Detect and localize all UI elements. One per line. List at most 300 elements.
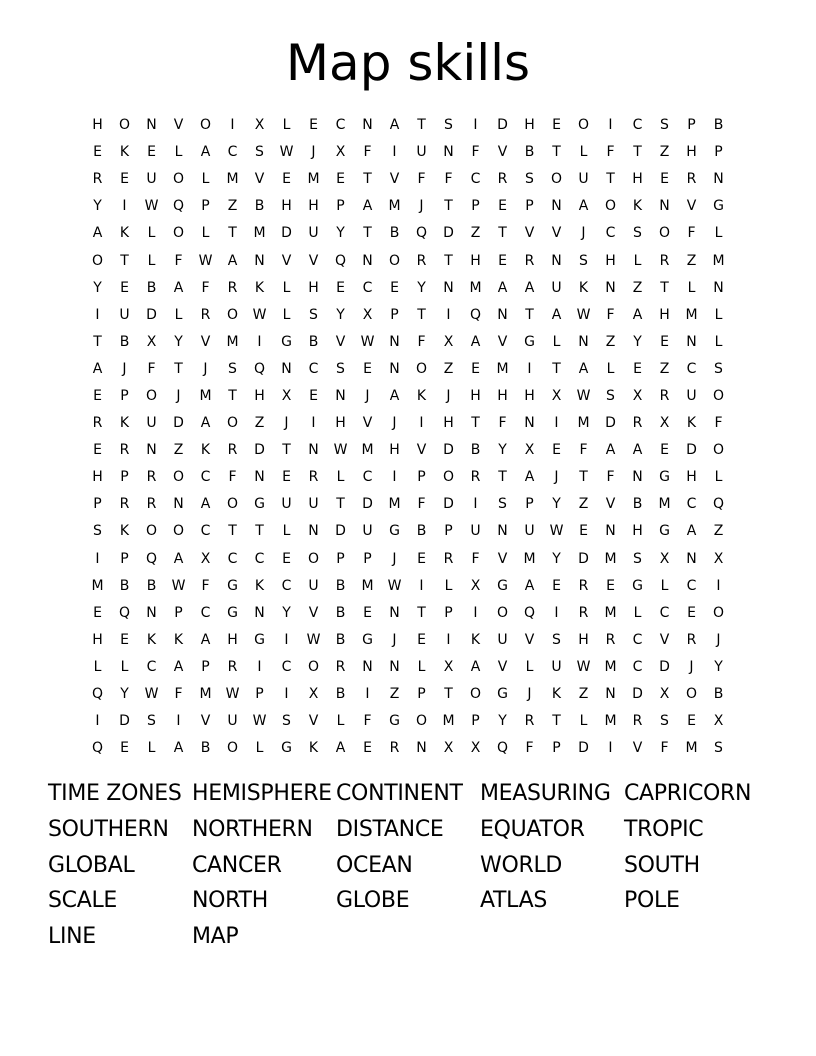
grid-letter: D bbox=[605, 415, 616, 432]
grid-letter: V bbox=[308, 713, 319, 730]
grid-letter: F bbox=[363, 144, 372, 161]
grid-letter: E bbox=[363, 740, 372, 757]
word-list-item: CANCER bbox=[192, 852, 282, 878]
grid-letter: H bbox=[632, 523, 643, 540]
grid-letter: T bbox=[552, 713, 561, 730]
grid-letter: F bbox=[471, 144, 480, 161]
grid-letter: B bbox=[335, 631, 346, 648]
grid-letter: A bbox=[524, 469, 535, 486]
grid-row bbox=[84, 112, 732, 139]
grid-letter: W bbox=[144, 686, 159, 703]
grid-letter: B bbox=[200, 740, 211, 757]
grid-letter: Y bbox=[714, 658, 723, 675]
grid-letter: L bbox=[336, 469, 345, 486]
grid-letter: S bbox=[633, 225, 642, 242]
grid-letter: I bbox=[176, 713, 181, 730]
grid-letter: P bbox=[444, 604, 453, 621]
grid-letter: V bbox=[524, 225, 535, 242]
grid-letter: A bbox=[497, 279, 508, 296]
grid-letter: B bbox=[416, 523, 427, 540]
grid-letter: M bbox=[604, 550, 617, 567]
grid-row bbox=[84, 437, 732, 464]
grid-letter: A bbox=[200, 496, 211, 513]
grid-letter: K bbox=[308, 740, 319, 757]
grid-letter: I bbox=[311, 415, 316, 432]
grid-letter: I bbox=[392, 469, 397, 486]
grid-letter: E bbox=[309, 117, 318, 134]
grid-letter: T bbox=[417, 117, 426, 134]
grid-letter: A bbox=[605, 442, 616, 459]
grid-letter: L bbox=[147, 252, 156, 269]
grid-letter: F bbox=[174, 252, 183, 269]
grid-row bbox=[84, 546, 732, 573]
grid-letter: L bbox=[282, 306, 291, 323]
grid-letter: A bbox=[335, 740, 346, 757]
grid-letter: L bbox=[633, 604, 642, 621]
grid-letter: B bbox=[632, 496, 643, 513]
grid-letter: S bbox=[444, 117, 453, 134]
grid-letter: O bbox=[172, 225, 185, 242]
grid-letter: M bbox=[712, 252, 725, 269]
grid-letter: H bbox=[254, 387, 265, 404]
grid-letter: D bbox=[578, 740, 589, 757]
grid-letter: I bbox=[419, 415, 424, 432]
grid-letter: W bbox=[252, 713, 267, 730]
grid-letter: B bbox=[470, 442, 481, 459]
grid-letter: F bbox=[660, 740, 669, 757]
grid-letter: S bbox=[552, 631, 561, 648]
grid-letter: R bbox=[659, 387, 670, 404]
grid-letter: E bbox=[120, 740, 129, 757]
grid-letter: J bbox=[311, 144, 316, 161]
grid-letter: A bbox=[389, 387, 400, 404]
grid-letter: V bbox=[308, 252, 319, 269]
grid-letter: L bbox=[282, 523, 291, 540]
grid-letter: L bbox=[633, 252, 642, 269]
grid-letter: H bbox=[92, 469, 103, 486]
grid-letter: N bbox=[389, 604, 400, 621]
grid-letter: D bbox=[362, 496, 373, 513]
grid-letter: G bbox=[227, 604, 238, 621]
grid-letter: A bbox=[173, 658, 184, 675]
grid-letter: P bbox=[201, 658, 210, 675]
grid-letter: R bbox=[659, 252, 670, 269]
grid-letter: I bbox=[392, 144, 397, 161]
grid-letter: O bbox=[712, 604, 725, 621]
grid-letter: P bbox=[363, 550, 372, 567]
grid-letter: D bbox=[119, 713, 130, 730]
grid-letter: T bbox=[498, 469, 507, 486]
grid-letter: A bbox=[200, 144, 211, 161]
grid-letter: T bbox=[363, 171, 372, 188]
grid-letter: J bbox=[527, 686, 532, 703]
grid-letter: Q bbox=[118, 604, 131, 621]
grid-letter: O bbox=[145, 387, 158, 404]
grid-letter: F bbox=[498, 415, 507, 432]
grid-letter: I bbox=[284, 631, 289, 648]
grid-letter: V bbox=[308, 604, 319, 621]
grid-letter: J bbox=[581, 225, 586, 242]
grid-letter: F bbox=[174, 686, 183, 703]
grid-letter: T bbox=[660, 279, 669, 296]
grid-letter: K bbox=[551, 686, 562, 703]
grid-letter: V bbox=[335, 333, 346, 350]
grid-letter: V bbox=[686, 198, 697, 215]
word-list-item: EQUATOR bbox=[480, 816, 585, 842]
grid-letter: C bbox=[335, 117, 346, 134]
grid-letter: M bbox=[226, 171, 239, 188]
grid-letter: A bbox=[578, 360, 589, 377]
grid-letter: I bbox=[284, 686, 289, 703]
grid-letter: R bbox=[92, 415, 103, 432]
grid-letter: U bbox=[308, 225, 319, 242]
grid-letter: D bbox=[173, 415, 184, 432]
grid-letter: W bbox=[306, 631, 321, 648]
grid-letter: L bbox=[579, 144, 588, 161]
grid-letter: X bbox=[524, 442, 535, 459]
grid-letter: E bbox=[606, 577, 615, 594]
grid-letter: P bbox=[255, 686, 264, 703]
grid-letter: O bbox=[685, 686, 698, 703]
grid-letter: P bbox=[714, 144, 723, 161]
grid-letter: I bbox=[95, 713, 100, 730]
grid-letter: C bbox=[686, 360, 697, 377]
grid-letter: Q bbox=[415, 225, 428, 242]
grid-letter: Z bbox=[659, 144, 670, 161]
grid-letter: Y bbox=[552, 496, 561, 513]
grid-letter: N bbox=[308, 523, 319, 540]
grid-letter: N bbox=[524, 415, 535, 432]
grid-letter: N bbox=[497, 523, 508, 540]
grid-letter: V bbox=[632, 740, 643, 757]
grid-letter: V bbox=[524, 631, 535, 648]
grid-letter: P bbox=[417, 686, 426, 703]
word-list-item: MAP bbox=[192, 924, 239, 950]
grid-letter: W bbox=[333, 442, 348, 459]
grid-letter: E bbox=[660, 442, 669, 459]
grid-letter: T bbox=[498, 225, 507, 242]
grid-letter: T bbox=[363, 225, 372, 242]
grid-letter: Q bbox=[523, 604, 536, 621]
grid-letter: E bbox=[93, 144, 102, 161]
grid-letter: S bbox=[714, 740, 723, 757]
grid-letter: A bbox=[524, 577, 535, 594]
grid-letter: C bbox=[686, 496, 697, 513]
grid-letter: R bbox=[578, 577, 589, 594]
grid-letter: Z bbox=[443, 360, 454, 377]
grid-letter: L bbox=[120, 658, 129, 675]
grid-letter: H bbox=[470, 252, 481, 269]
grid-letter: X bbox=[470, 740, 481, 757]
grid-letter: V bbox=[497, 333, 508, 350]
grid-letter: J bbox=[176, 387, 181, 404]
grid-letter: A bbox=[389, 117, 400, 134]
grid-letter: D bbox=[281, 225, 292, 242]
grid-letter: W bbox=[198, 252, 213, 269]
grid-letter: O bbox=[388, 252, 401, 269]
grid-letter: O bbox=[577, 117, 590, 134]
grid-letter: M bbox=[199, 387, 212, 404]
grid-letter: W bbox=[549, 523, 564, 540]
grid-letter: U bbox=[470, 523, 481, 540]
grid-letter: L bbox=[444, 577, 453, 594]
grid-letter: G bbox=[659, 523, 670, 540]
grid-letter: F bbox=[687, 225, 696, 242]
grid-letter: E bbox=[282, 469, 291, 486]
grid-letter: C bbox=[254, 550, 265, 567]
grid-letter: T bbox=[444, 686, 453, 703]
grid-letter: U bbox=[497, 631, 508, 648]
grid-letter: H bbox=[308, 198, 319, 215]
word-list-item: ATLAS bbox=[480, 888, 548, 914]
grid-letter: S bbox=[579, 252, 588, 269]
grid-letter: N bbox=[605, 686, 616, 703]
grid-letter: R bbox=[119, 496, 130, 513]
grid-letter: X bbox=[335, 144, 346, 161]
grid-letter: O bbox=[415, 713, 428, 730]
grid-letter: V bbox=[200, 333, 211, 350]
grid-letter: N bbox=[605, 523, 616, 540]
word-list-item: SCALE bbox=[48, 888, 118, 914]
grid-letter: G bbox=[524, 333, 535, 350]
grid-letter: C bbox=[632, 631, 643, 648]
grid-letter: I bbox=[95, 306, 100, 323]
grid-letter: J bbox=[392, 550, 397, 567]
grid-letter: F bbox=[606, 306, 615, 323]
grid-letter: M bbox=[469, 279, 482, 296]
grid-letter: X bbox=[659, 415, 670, 432]
grid-letter: L bbox=[93, 658, 102, 675]
grid-letter: F bbox=[525, 740, 534, 757]
grid-letter: M bbox=[523, 550, 536, 567]
grid-letter: M bbox=[658, 496, 671, 513]
grid-letter: K bbox=[632, 198, 643, 215]
grid-letter: N bbox=[389, 333, 400, 350]
grid-letter: A bbox=[632, 442, 643, 459]
grid-letter: X bbox=[308, 686, 319, 703]
grid-letter: W bbox=[252, 306, 267, 323]
grid-letter: R bbox=[335, 658, 346, 675]
grid-letter: E bbox=[93, 442, 102, 459]
grid-letter: S bbox=[255, 144, 264, 161]
grid-letter: E bbox=[552, 442, 561, 459]
grid-letter: K bbox=[173, 631, 184, 648]
grid-row bbox=[84, 193, 732, 220]
grid-letter: T bbox=[606, 171, 615, 188]
grid-letter: N bbox=[578, 333, 589, 350]
word-list-item: NORTHERN bbox=[192, 816, 313, 842]
grid-letter: W bbox=[576, 387, 591, 404]
grid-letter: L bbox=[282, 117, 291, 134]
grid-letter: A bbox=[632, 306, 643, 323]
grid-letter: W bbox=[576, 658, 591, 675]
grid-letter: B bbox=[524, 144, 535, 161]
grid-letter: B bbox=[335, 604, 346, 621]
grid-letter: T bbox=[174, 360, 183, 377]
grid-letter: C bbox=[227, 144, 238, 161]
grid-row bbox=[84, 464, 732, 491]
grid-letter: L bbox=[201, 225, 210, 242]
grid-letter: S bbox=[633, 550, 642, 567]
grid-letter: V bbox=[416, 442, 427, 459]
grid-letter: E bbox=[579, 523, 588, 540]
grid-letter: M bbox=[226, 333, 239, 350]
grid-letter: E bbox=[660, 171, 669, 188]
grid-letter: C bbox=[227, 550, 238, 567]
grid-letter: O bbox=[145, 523, 158, 540]
grid-letter: N bbox=[686, 550, 697, 567]
grid-letter: B bbox=[713, 117, 724, 134]
grid-letter: F bbox=[606, 469, 615, 486]
grid-letter: O bbox=[550, 171, 563, 188]
grid-letter: Z bbox=[686, 252, 697, 269]
grid-letter: N bbox=[632, 469, 643, 486]
grid-letter: V bbox=[389, 171, 400, 188]
grid-letter: W bbox=[576, 306, 591, 323]
grid-letter: A bbox=[362, 198, 373, 215]
grid-letter: B bbox=[308, 333, 319, 350]
grid-letter: O bbox=[172, 523, 185, 540]
grid-row bbox=[84, 600, 732, 627]
grid-letter: P bbox=[174, 604, 183, 621]
grid-letter: E bbox=[363, 604, 372, 621]
grid-letter: G bbox=[497, 686, 508, 703]
grid-letter: O bbox=[199, 117, 212, 134]
grid-letter: U bbox=[146, 171, 157, 188]
grid-letter: L bbox=[714, 225, 723, 242]
grid-letter: M bbox=[361, 577, 374, 594]
grid-letter: R bbox=[416, 252, 427, 269]
grid-letter: R bbox=[686, 171, 697, 188]
grid-letter: F bbox=[579, 442, 588, 459]
grid-letter: R bbox=[686, 631, 697, 648]
grid-letter: R bbox=[632, 713, 643, 730]
grid-letter: R bbox=[146, 496, 157, 513]
grid-letter: D bbox=[497, 117, 508, 134]
grid-letter: O bbox=[118, 117, 131, 134]
grid-letter: I bbox=[95, 550, 100, 567]
grid-letter: N bbox=[713, 171, 724, 188]
grid-letter: H bbox=[92, 117, 103, 134]
grid-letter: U bbox=[227, 713, 238, 730]
grid-letter: Z bbox=[227, 198, 238, 215]
grid-letter: C bbox=[362, 469, 373, 486]
grid-letter: A bbox=[200, 415, 211, 432]
grid-letter: F bbox=[471, 550, 480, 567]
grid-letter: I bbox=[608, 740, 613, 757]
grid-letter: I bbox=[365, 686, 370, 703]
grid-letter: S bbox=[147, 713, 156, 730]
grid-letter: Q bbox=[145, 550, 158, 567]
grid-letter: O bbox=[226, 415, 239, 432]
grid-letter: E bbox=[471, 360, 480, 377]
grid-letter: P bbox=[336, 198, 345, 215]
grid-letter: R bbox=[524, 252, 535, 269]
grid-letter: O bbox=[415, 360, 428, 377]
grid-letter: H bbox=[227, 631, 238, 648]
grid-row bbox=[84, 573, 732, 600]
grid-letter: T bbox=[255, 523, 264, 540]
grid-letter: S bbox=[93, 523, 102, 540]
grid-letter: R bbox=[632, 415, 643, 432]
grid-letter: H bbox=[497, 387, 508, 404]
grid-letter: V bbox=[497, 550, 508, 567]
grid-letter: C bbox=[686, 577, 697, 594]
grid-letter: K bbox=[119, 144, 130, 161]
grid-letter: N bbox=[362, 658, 373, 675]
grid-letter: A bbox=[578, 198, 589, 215]
grid-letter: L bbox=[174, 306, 183, 323]
grid-letter: Z bbox=[470, 225, 481, 242]
grid-letter: K bbox=[119, 225, 130, 242]
grid-letter: P bbox=[471, 198, 480, 215]
grid-letter: O bbox=[226, 740, 239, 757]
grid-letter: K bbox=[416, 387, 427, 404]
grid-letter: H bbox=[92, 631, 103, 648]
grid-letter: H bbox=[335, 415, 346, 432]
grid-letter: D bbox=[443, 496, 454, 513]
grid-letter: C bbox=[308, 360, 319, 377]
grid-letter: O bbox=[307, 658, 320, 675]
grid-letter: N bbox=[254, 469, 265, 486]
grid-letter: U bbox=[524, 523, 535, 540]
grid-letter: X bbox=[443, 740, 454, 757]
grid-letter: M bbox=[604, 604, 617, 621]
grid-row bbox=[84, 410, 732, 437]
grid-letter: H bbox=[524, 117, 535, 134]
grid-letter: E bbox=[687, 604, 696, 621]
grid-letter: X bbox=[659, 686, 670, 703]
grid-letter: E bbox=[552, 117, 561, 134]
grid-letter: W bbox=[144, 198, 159, 215]
grid-letter: X bbox=[713, 713, 724, 730]
grid-letter: K bbox=[119, 415, 130, 432]
page-title: Map skills bbox=[285, 34, 531, 92]
grid-letter: F bbox=[417, 171, 426, 188]
grid-letter: R bbox=[92, 171, 103, 188]
grid-letter: N bbox=[146, 117, 157, 134]
grid-letter: X bbox=[470, 577, 481, 594]
grid-letter: O bbox=[469, 686, 482, 703]
grid-letter: Y bbox=[633, 333, 642, 350]
grid-letter: J bbox=[284, 415, 289, 432]
grid-letter: F bbox=[201, 279, 210, 296]
grid-letter: J bbox=[689, 658, 694, 675]
grid-row bbox=[84, 220, 732, 247]
grid-letter: Y bbox=[552, 550, 561, 567]
grid-letter: T bbox=[471, 415, 480, 432]
grid-letter: W bbox=[360, 333, 375, 350]
grid-letter: M bbox=[199, 686, 212, 703]
grid-letter: E bbox=[336, 279, 345, 296]
word-list-item: TROPIC bbox=[624, 816, 704, 842]
grid-letter: I bbox=[716, 577, 721, 594]
grid-letter: N bbox=[335, 387, 346, 404]
grid-letter: M bbox=[685, 740, 698, 757]
grid-letter: X bbox=[659, 550, 670, 567]
grid-letter: C bbox=[632, 658, 643, 675]
grid-letter: G bbox=[497, 577, 508, 594]
grid-letter: V bbox=[281, 252, 292, 269]
grid-letter: E bbox=[633, 360, 642, 377]
grid-letter: L bbox=[201, 171, 210, 188]
grid-letter: Z bbox=[389, 686, 400, 703]
grid-letter: Y bbox=[174, 333, 183, 350]
grid-row bbox=[84, 518, 732, 545]
grid-letter: L bbox=[525, 658, 534, 675]
grid-letter: W bbox=[387, 577, 402, 594]
grid-letter: J bbox=[446, 387, 451, 404]
